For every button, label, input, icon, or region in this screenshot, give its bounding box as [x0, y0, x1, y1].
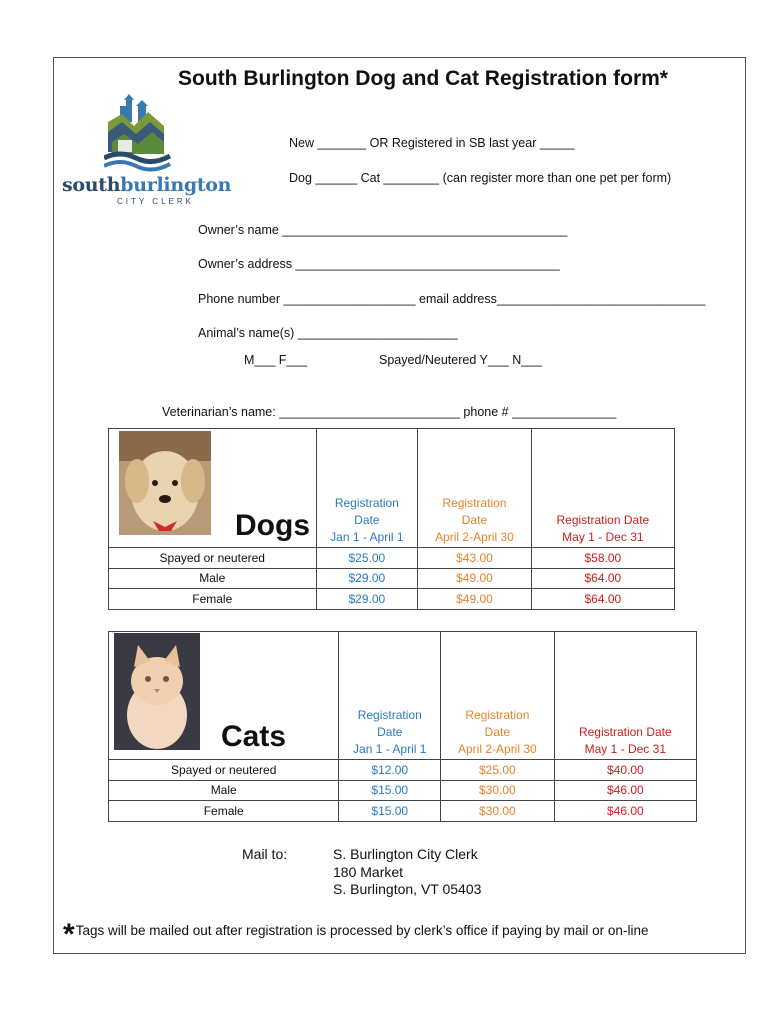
spayed-neutered-field[interactable]: Spayed/Neutered Y___ N___	[379, 353, 543, 367]
cats-header-early: Registration Date Jan 1 - April 1	[339, 632, 441, 760]
dogs-header-cell	[109, 429, 317, 548]
cats-label: Cats	[221, 720, 287, 753]
veterinarian-field[interactable]: Veterinarian’s name: __________________________ phone # _______________	[162, 405, 617, 419]
city-logo-icon	[104, 92, 174, 176]
dogs-fee-table	[108, 428, 675, 610]
table-row: Male $29.00 $49.00 $64.00	[109, 568, 675, 589]
table-row: Spayed or neutered $25.00 $43.00 $58.00	[109, 548, 675, 569]
phone-email-field[interactable]: Phone number ___________________ email address______________________________	[198, 292, 706, 306]
dog-photo-icon	[119, 431, 211, 535]
owner-address-field[interactable]: Owner’s address ______________________________________	[198, 257, 560, 271]
cats-header-cell	[109, 632, 339, 760]
cats-fee-table	[108, 631, 697, 822]
pet-type-line[interactable]: Dog ______ Cat ________ (can register more than one pet per form)	[289, 171, 672, 185]
form-title: South Burlington Dog and Cat Registration form*	[178, 67, 668, 90]
mail-to-label: Mail to:	[242, 846, 288, 862]
dogs-header-mid: Registration Date April 2-April 30	[418, 429, 532, 548]
table-row: Male $15.00 $30.00 $46.00	[109, 780, 697, 801]
dogs-header-early: Registration Date Jan 1 - April 1	[316, 429, 418, 548]
new-or-registered-line[interactable]: New _______ OR Registered in SB last year _____	[289, 136, 575, 150]
animal-names-field[interactable]: Animal’s name(s) _______________________	[198, 326, 458, 340]
footnote: *Tags will be mailed out after registration is processed by clerk’s office if paying by mail or on-line	[63, 918, 649, 951]
dogs-header-late: Registration Date May 1 - Dec 31	[531, 429, 674, 548]
cats-header-late: Registration Date May 1 - Dec 31	[554, 632, 696, 760]
table-row: Female $15.00 $30.00 $46.00	[109, 801, 697, 822]
logo-subtitle: CITY CLERK	[117, 197, 194, 206]
logo-wordmark: southburlington	[62, 174, 232, 196]
cats-header-mid: Registration Date April 2-April 30	[441, 632, 555, 760]
sex-field[interactable]: M___ F___	[244, 353, 308, 367]
table-row: Spayed or neutered $12.00 $25.00 $40.00	[109, 760, 697, 781]
mail-address: S. Burlington City Clerk 180 Market S. Burlington, VT 05403	[333, 846, 482, 897]
table-row: Female $29.00 $49.00 $64.00	[109, 589, 675, 610]
dogs-label: Dogs	[235, 509, 310, 542]
owner-name-field[interactable]: Owner’s name _________________________________________	[198, 223, 568, 237]
cat-photo-icon	[114, 633, 200, 750]
